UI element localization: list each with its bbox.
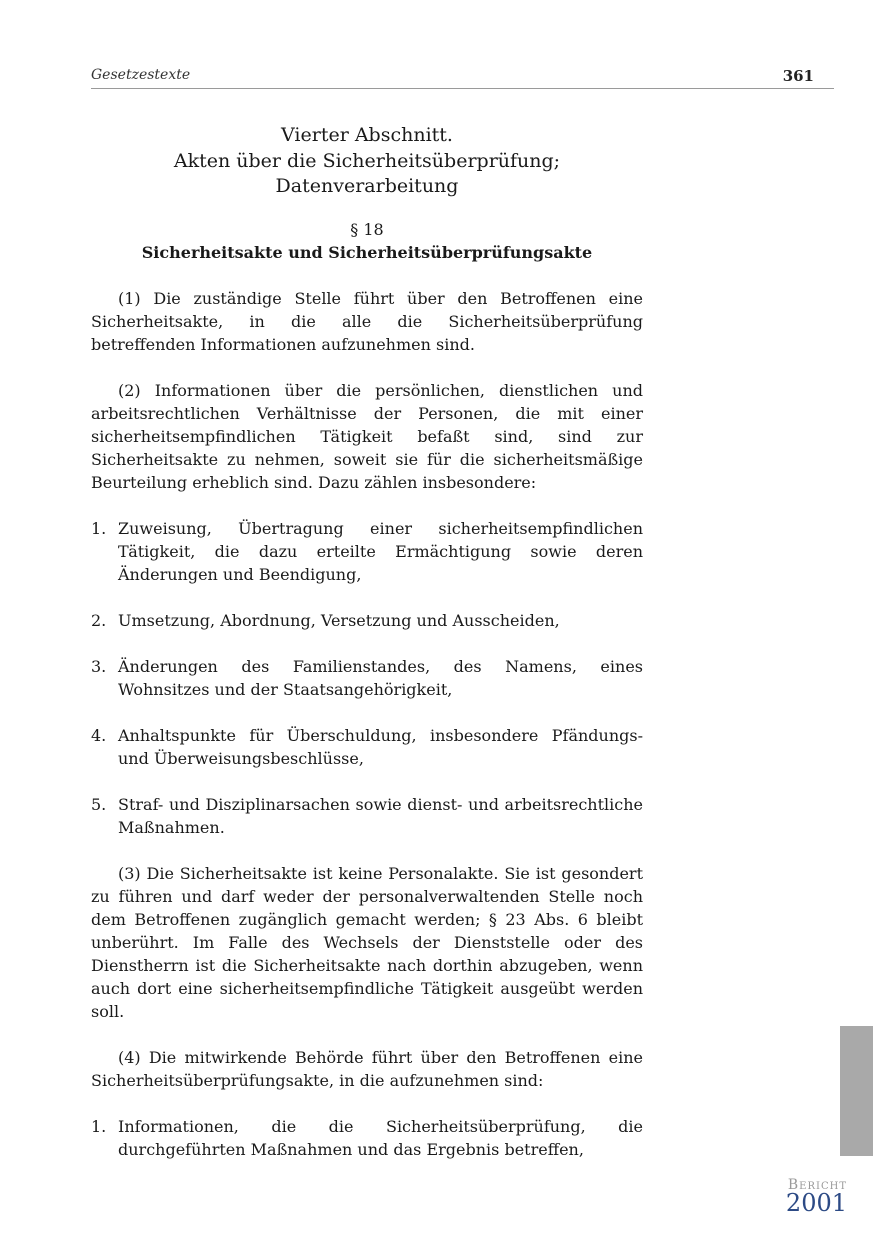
list-item-text: Informationen, die die Sicherheitsüberprüfung, die durchgeführten Maßnahmen und das Ergebnis betreffen, xyxy=(118,1116,643,1159)
list-item-number: 2. xyxy=(91,610,107,630)
section-title-line: Datenverarbeitung xyxy=(275,175,459,197)
list-item-number: 3. xyxy=(91,656,107,676)
list-item-text: Änderungen des Familienstandes, des Namens, eines Wohnsitzes und der Staatsangehörigkeit, xyxy=(118,656,643,699)
list-item xyxy=(91,609,643,632)
page-number: 361 xyxy=(782,67,814,85)
list-item-number: 4. xyxy=(91,725,107,745)
section-title-line: Vierter Abschnitt. xyxy=(281,124,453,146)
list-item xyxy=(91,793,643,839)
section-title xyxy=(91,123,643,200)
paragraph-heading: Sicherheitsakte und Sicherheitsüberprüfungsakte xyxy=(141,242,593,262)
list-item-text: Umsetzung, Abordnung, Versetzung und Ausscheiden, xyxy=(118,610,560,630)
body-paragraph-1: (1) Die zuständige Stelle führt über den Betroffenen eine Sicherheitsakte, in die alle die Sicherheitsüberprüfung betreffenden Informationen aufzunehmen sind. xyxy=(91,288,643,354)
list-item-text: Anhaltspunkte für Überschuldung, insbesondere Pfändungs- und Überweisungsbeschlüsse, xyxy=(118,725,643,768)
section-title-line: Akten über die Sicherheitsüberprüfung; xyxy=(173,149,561,172)
thumb-tab xyxy=(840,1026,873,1156)
report-logo xyxy=(785,1177,847,1217)
logo-year: 2001 xyxy=(785,1189,847,1217)
list-item-number: 1. xyxy=(91,518,107,538)
logo-word: Bericht xyxy=(787,1177,847,1193)
running-title: Gesetzestexte xyxy=(91,67,191,83)
body-paragraph-4: (4) Die mitwirkende Behörde führt über den Betroffenen eine Sicherheitsüberprüfungsakte, in die aufzunehmen sind: xyxy=(91,1047,643,1090)
running-head xyxy=(91,67,834,89)
list-item xyxy=(91,517,643,586)
list-item xyxy=(91,655,643,701)
list-item-number: 5. xyxy=(91,794,107,814)
body-paragraph-2: (2) Informationen über die persönlichen, dienstlichen und arbeitsrechtlichen Verhältnisse der Personen, die mit einer sicherheitsempfindlichen Tätigkeit befaßt sind, sind zur Sicherheitsakte zu nehmen, soweit sie für die sicherheitsmäßige Beurteilung erheblich sind. Dazu zählen insbesondere: xyxy=(91,380,643,492)
list-item-number: 1. xyxy=(91,1116,107,1136)
item-list-1 xyxy=(91,517,643,839)
list-item xyxy=(91,724,643,770)
list-item-text: Straf- und Disziplinarsachen sowie dienst- und arbeitsrechtliche Maßnahmen. xyxy=(118,794,643,837)
list-item-text: Zuweisung, Übertragung einer sicherheitsempfindlichen Tätigkeit, die dazu erteilte Ermächtigung sowie deren Änderungen und Beendigung, xyxy=(118,518,643,584)
item-list-2 xyxy=(91,1115,643,1161)
page-content xyxy=(91,123,643,1161)
paragraph-number: § 18 xyxy=(350,219,384,239)
list-item xyxy=(91,1115,643,1161)
body-paragraph-3: (3) Die Sicherheitsakte ist keine Personalakte. Sie ist gesondert zu führen und darf weder der personalverwaltenden Stelle noch dem Betroffenen zugänglich gemacht werden; § 23 Abs. 6 bleibt unberührt. Im Falle des Wechsels der Dienststelle oder des Dienstherrn ist die Sicherheitsakte nach dorthin abzugeben, wenn auch dort eine sicherheitsempfindliche Tätigkeit ausgeübt werden soll. xyxy=(91,863,643,1021)
